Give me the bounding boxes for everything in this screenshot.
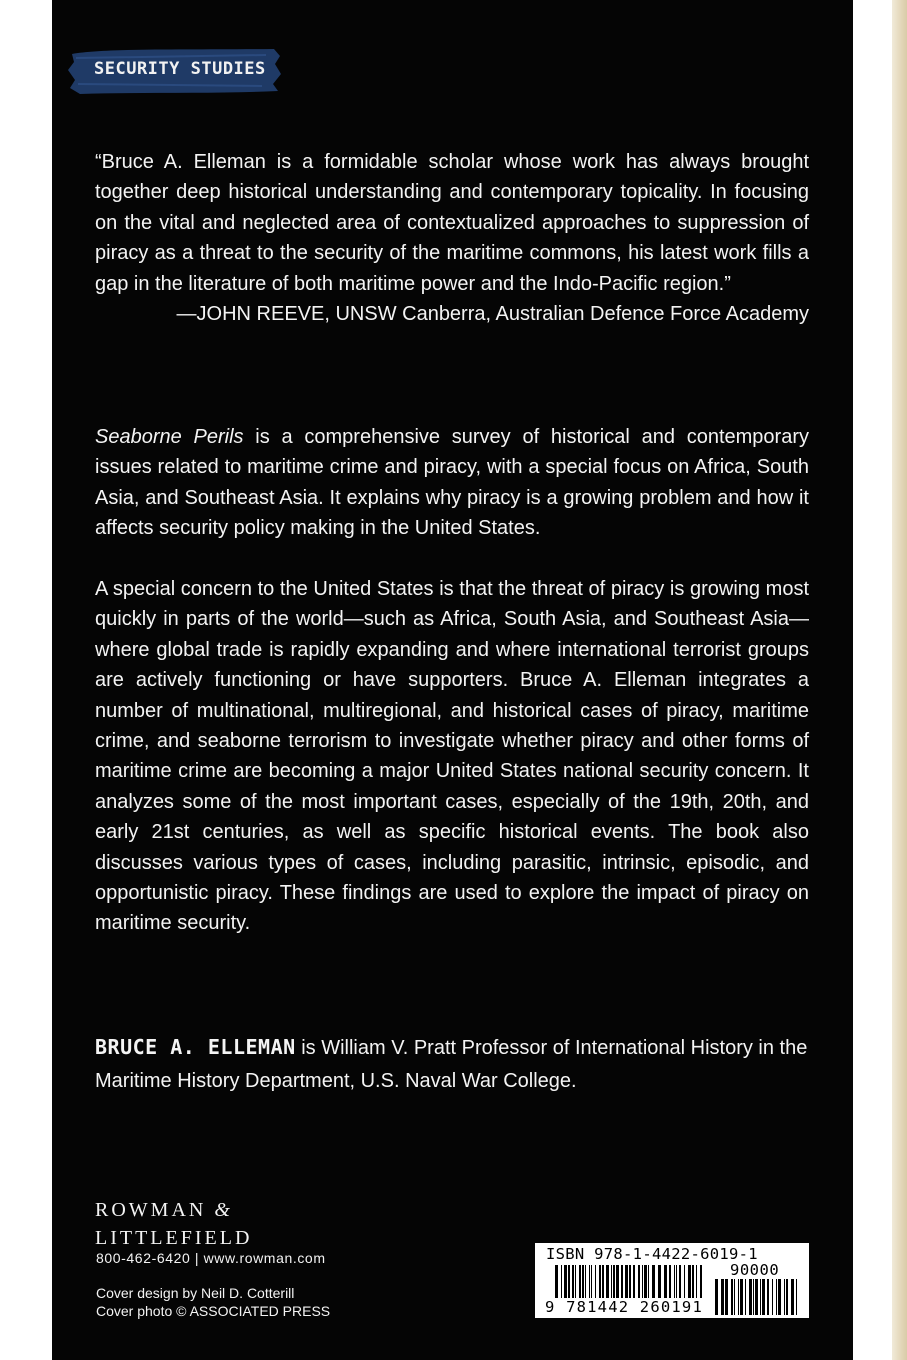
cover-credits: [96, 1284, 330, 1320]
author-bio: [95, 1031, 809, 1098]
barcode-bar: [784, 1279, 785, 1315]
barcode-bar: [734, 1279, 735, 1315]
cover-design-credit: Cover design by Neil D. Cotterill: [96, 1285, 295, 1301]
barcode-bar: [740, 1279, 743, 1315]
cover-photo-credit: Cover photo © ASSOCIATED PRESS: [96, 1303, 331, 1319]
barcode-bar: [786, 1279, 788, 1315]
barcode-bar: [738, 1279, 739, 1315]
publisher-name-line1: ROWMAN: [95, 1199, 207, 1221]
barcode-bar: [725, 1279, 728, 1315]
barcode-bar: [796, 1279, 797, 1315]
publisher-name-line2: LITTLEFIELD: [95, 1227, 253, 1249]
barcode-bar: [753, 1279, 754, 1315]
author-bio-text: is William V. Pratt Professor of International History in the Maritime History Department, U.S. Naval War College.: [95, 1037, 808, 1092]
barcode-bar: [745, 1279, 746, 1315]
barcode-bar: [791, 1279, 794, 1315]
barcode-bar: [762, 1279, 765, 1315]
spine-paper-edge: [892, 0, 907, 1360]
book-title: Seaborne Perils: [95, 426, 244, 448]
barcode-bar: [772, 1279, 773, 1315]
barcode-bar: [778, 1279, 781, 1315]
barcode-bar: [767, 1279, 769, 1315]
series-label: SECURITY STUDIES: [94, 59, 266, 79]
book-description: [95, 422, 809, 544]
ean-digits: 9 781442 260191: [545, 1298, 703, 1316]
isbn-barcode: [535, 1243, 809, 1318]
barcode-bar: [755, 1279, 758, 1315]
description-text: is a comprehensive survey of historical and contemporary issues related to maritime crime and piracy, with a special focus on Africa, South Asia, and Southeast Asia. It explains why piracy is a growing problem and how it affects security policy making in the United States.: [95, 426, 809, 540]
barcode-bar: [731, 1279, 733, 1315]
barcode-bar: [721, 1279, 724, 1315]
endorsement-quote: “Bruce A. Elleman is a formidable scholar whose work has always brought together deep historical understanding and contemporary topicality. In focusing on the vital and neglected area of contextualized approaches to suppression of piracy as a threat to the security of the maritime commons, his latest work fills a gap in the literature of both maritime power and the Indo-Pacific region.”: [95, 151, 809, 295]
series-badge: [66, 44, 282, 96]
isbn-text: ISBN 978-1-4422-6019-1: [546, 1245, 758, 1263]
endorsement-attribution: —JOHN REEVE, UNSW Canberra, Australian Defence Force Academy: [176, 303, 809, 326]
publisher-contact: 800-462-6420 | www.rowman.com: [96, 1250, 326, 1266]
price-code: 90000: [730, 1261, 780, 1279]
publisher-logo: [95, 1196, 252, 1252]
author-name: BRUCE A. ELLEMAN: [95, 1035, 296, 1059]
concern-paragraph: A special concern to the United States is that the threat of piracy is growing most quickly in parts of the world—such as Africa, South Asia, and Southeast Asia—where global trade is rapidly expanding and where international terrorist groups are actively functioning or have supporters. Bruce A. Elleman integrates a number of multinational, multiregional, and historical cases of piracy, maritime crime, and seaborne terrorism to investigate whether piracy and other forms of maritime crime are becoming a major United States national security concern. It analyzes some of the most important cases, especially of the 19th, 20th, and early 21st centuries, as well as specific historical events. The book also discusses various types of cases, including parasitic, intrinsic, episodic, and opportunistic piracy. These findings are used to explore the impact of piracy on maritime security.: [95, 578, 809, 935]
publisher-ampersand: &: [214, 1199, 230, 1221]
endorsement-block: [95, 147, 809, 329]
barcode-bar: [749, 1279, 752, 1315]
barcode-bar: [776, 1279, 777, 1315]
barcode-bar: [715, 1279, 718, 1315]
barcode-bar: [760, 1279, 761, 1315]
